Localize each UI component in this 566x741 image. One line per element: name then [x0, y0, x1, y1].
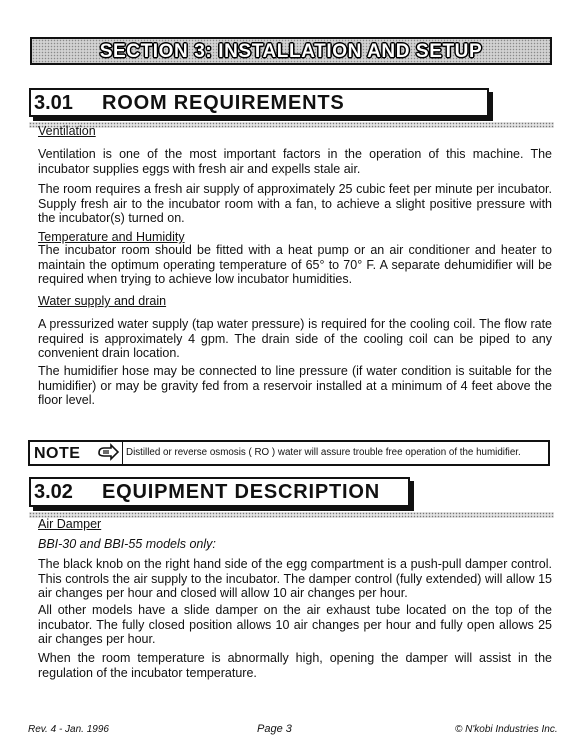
damper-paragraph-2: All other models have a slide damper on the air exhaust tube located on the top of the incubator. The fully closed position allows 10 air changes per hour and fully open allows 25 air changes per hour. [38, 603, 552, 646]
footer-revision: Rev. 4 - Jan. 1996 [28, 724, 109, 735]
note-label: NOTE [34, 445, 81, 462]
section-number: 3.01 [34, 92, 73, 114]
note-box [28, 440, 550, 466]
subheading-ventilation: Ventilation [38, 124, 96, 138]
footer-page-number: Page 3 [257, 723, 292, 735]
hand-pointer-icon [96, 443, 120, 463]
section-banner [30, 37, 552, 65]
heading-rule [29, 512, 554, 518]
water-paragraph-1: A pressurized water supply (tap water pressure) is required for the cooling coil. The flow rate required is approximately 4 gpm. The drain side of the cooling coil can be piped to any convenient drain location. [38, 317, 552, 360]
subheading-water-supply: Water supply and drain [38, 294, 167, 308]
subheading-temperature-humidity: Temperature and Humidity [38, 230, 185, 244]
ventilation-paragraph-1: Ventilation is one of the most important factors in the operation of this machine. The incubator supplies eggs with fresh air and expells stale air. [38, 147, 552, 176]
section-3-01-heading [29, 88, 489, 117]
temperature-paragraph: The incubator room should be fitted with a heat pump or an air conditioner and heater to maintain the optimum operating temperature of 65° to 70° F. A separate dehumidifier will be required when trying to achieve low incubator humidities. [38, 243, 552, 286]
damper-paragraph-3: When the room temperature is abnormally high, opening the damper will assist in the regulation of the incubator temperature. [38, 651, 552, 680]
water-paragraph-2: The humidifier hose may be connected to line pressure (if water condition is suitable for the humidifier) or may be gravity fed from a reservoir installed at a minimum of 4 feet above the floor level. [38, 364, 552, 407]
ventilation-paragraph-2: The room requires a fresh air supply of approximately 25 cubic feet per minute per incubator. Supply fresh air to the incubator room with a fan, to achieve a slight positive pressure with the incubator(s) turned on. [38, 182, 552, 225]
note-text: Distilled or reverse osmosis ( RO ) water will assure trouble free operation of the humidifier. [126, 447, 521, 458]
damper-paragraph-1: The black knob on the right hand side of the egg compartment is a push-pull damper control. This controls the air supply to the incubator. The damper control (fully extended) will allow 15 air changes per hour and closed will allow 10 air changes per hour. [38, 557, 552, 600]
subheading-air-damper: Air Damper [38, 517, 102, 531]
section-heading-title: ROOM REQUIREMENTS [102, 92, 345, 114]
footer-copyright: © N'kobi Industries Inc. [455, 724, 558, 735]
section-title: SECTION 3: INSTALLATION AND SETUP [99, 41, 483, 62]
section-3-02-heading [29, 477, 410, 507]
section-number: 3.02 [34, 481, 73, 503]
section-heading-title: EQUIPMENT DESCRIPTION [102, 481, 380, 503]
models-note: BBI-30 and BBI-55 models only: [38, 537, 216, 551]
note-divider [122, 442, 123, 464]
heading-rule [29, 122, 554, 128]
